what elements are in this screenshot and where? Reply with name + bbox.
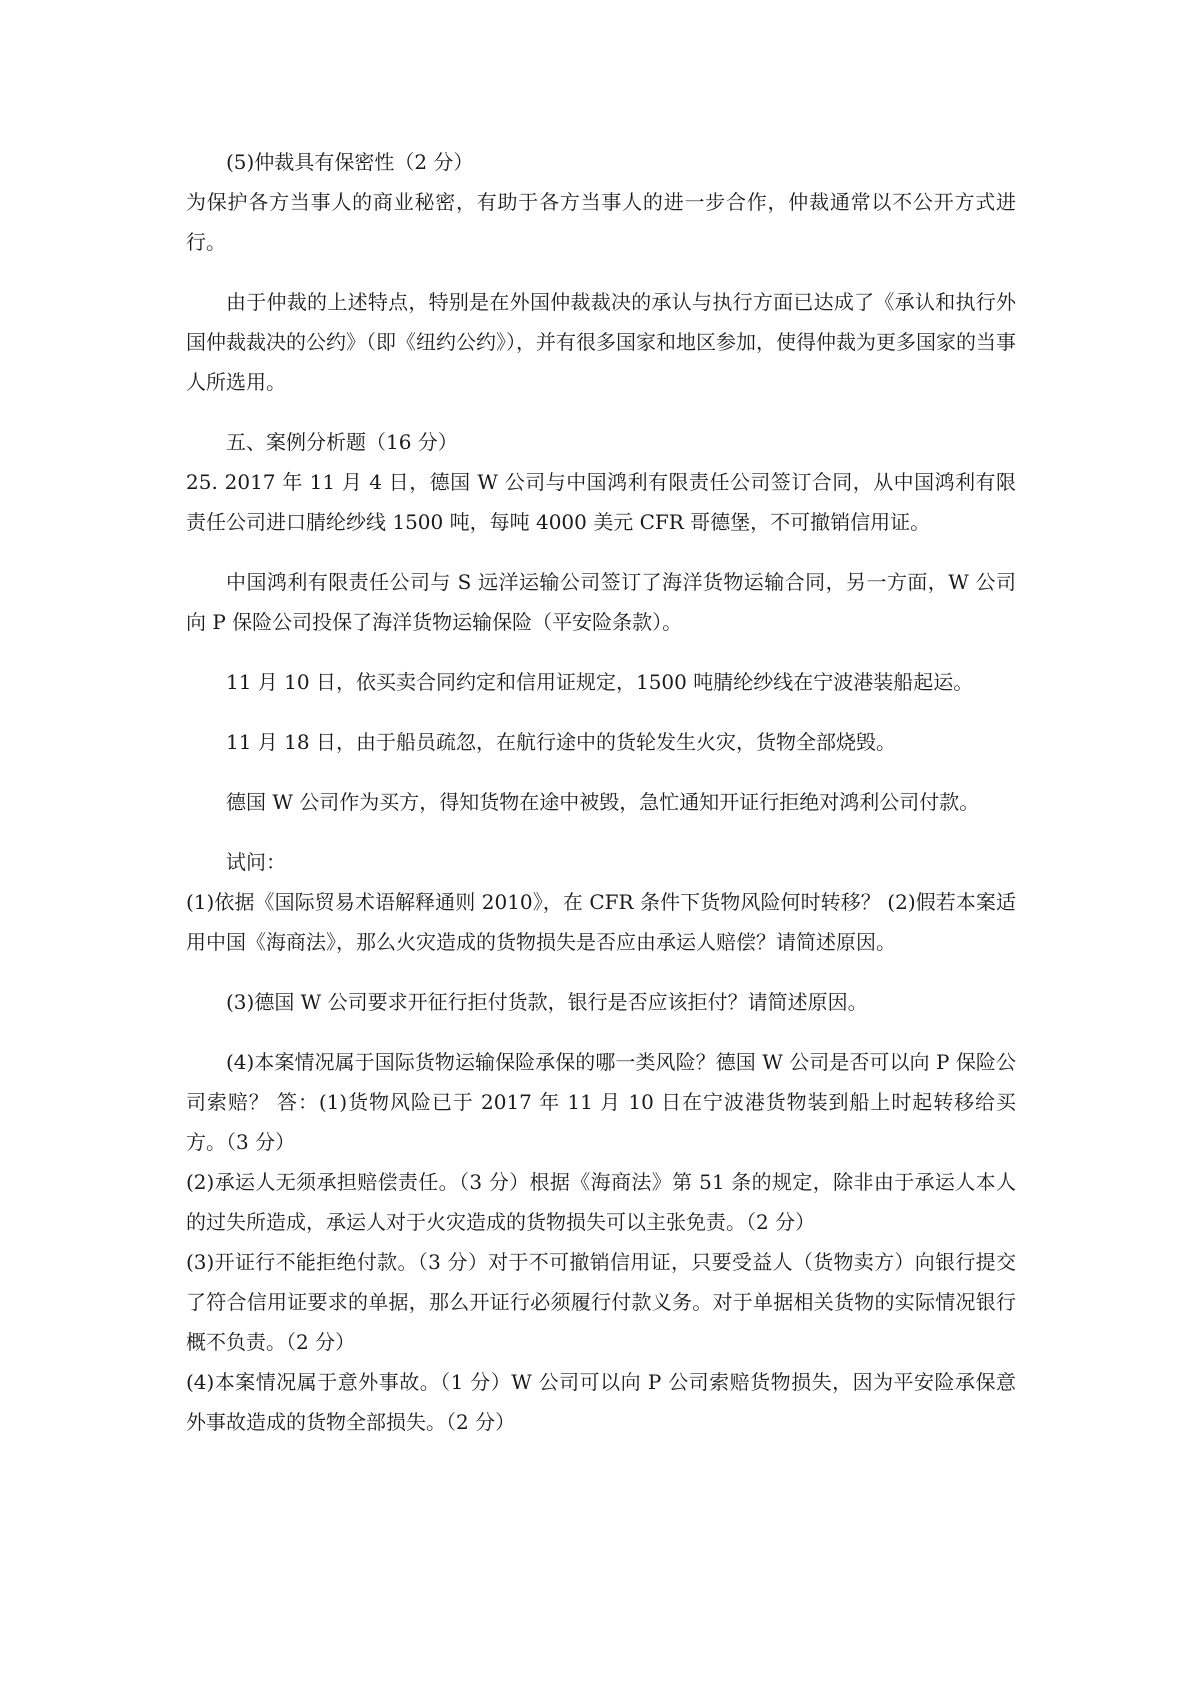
answer-3: (3)开证行不能拒绝付款。（3 分）对于不可撤销信用证，只要受益人（货物卖方）向银行提交了符合信用证要求的单据，那么开证行必须履行付款义务。对于单据相关货物的实际情况银行概不负责。（2 分） bbox=[186, 1250, 1016, 1354]
case-paragraph-loading: 11 月 10 日，依买卖合同约定和信用证规定，1500 吨腈纶纱线在宁波港装船起运。 bbox=[226, 670, 974, 694]
questions-1-2: (1)依据《国际贸易术语解释通则 2010》，在 CFR 条件下货物风险何时转移？ (2)假若本案适用中国《海商法》，那么火灾造成的货物损失是否应由承运人赔偿？请简述原因。 bbox=[186, 890, 1016, 954]
question-4-and-answer-1: (4)本案情况属于国际货物运输保险承保的哪一类风险？德国 W 公司是否可以向 P 保险公司索赔？ 答：(1)货物风险已于 2017 年 11 月 10 日在宁波港货物装到船上时起转移给买方。（3 分） bbox=[186, 1050, 1016, 1154]
document-body bbox=[186, 142, 1016, 1442]
section-five-heading: 五、案例分析题（16 分） bbox=[226, 430, 458, 454]
arbitration-confidentiality-text: 为保护各方当事人的商业秘密，有助于各方当事人的进一步合作，仲裁通常以不公开方式进行。 bbox=[186, 190, 1016, 254]
question-3: (3)德国 W 公司要求开征行拒付货款，银行是否应该拒付？请简述原因。 bbox=[226, 990, 868, 1014]
arbitration-summary-paragraph: 由于仲裁的上述特点，特别是在外国仲裁裁决的承认与执行方面已达成了《承认和执行外国仲裁裁决的公约》（即《纽约公约》），并有很多国家和地区参加，使得仲裁为更多国家的当事人所选用。 bbox=[186, 290, 1016, 394]
case-paragraph-fire: 11 月 18 日，由于船员疏忽，在航行途中的货轮发生火灾，货物全部烧毁。 bbox=[226, 730, 896, 754]
questions-label: 试问： bbox=[226, 850, 286, 874]
case-paragraph-shipping: 中国鸿利有限责任公司与 S 远洋运输公司签订了海洋货物运输合同，另一方面，W 公司向 P 保险公司投保了海洋货物运输保险（平安险条款）。 bbox=[186, 570, 1016, 634]
case-question-25: 25. 2017 年 11 月 4 日，德国 W 公司与中国鸿利有限责任公司签订合同，从中国鸿利有限责任公司进口腈纶纱线 1500 吨，每吨 4000 美元 CFR 哥德堡，不可撤销信用证。 bbox=[186, 470, 1016, 534]
answer-4: (4)本案情况属于意外事故。（1 分）W 公司可以向 P 公司索赔货物损失，因为平安险承保意外事故造成的货物全部损失。（2 分） bbox=[186, 1370, 1016, 1434]
answer-2: (2)承运人无须承担赔偿责任。（3 分）根据《海商法》第 51 条的规定，除非由于承运人本人的过失所造成，承运人对于火灾造成的货物损失可以主张免责。（2 分） bbox=[186, 1170, 1016, 1234]
case-paragraph-buyer: 德国 W 公司作为买方，得知货物在途中被毁，急忙通知开证行拒绝对鸿利公司付款。 bbox=[226, 790, 980, 814]
arbitration-confidentiality-heading: (5)仲裁具有保密性（2 分） bbox=[226, 150, 474, 174]
